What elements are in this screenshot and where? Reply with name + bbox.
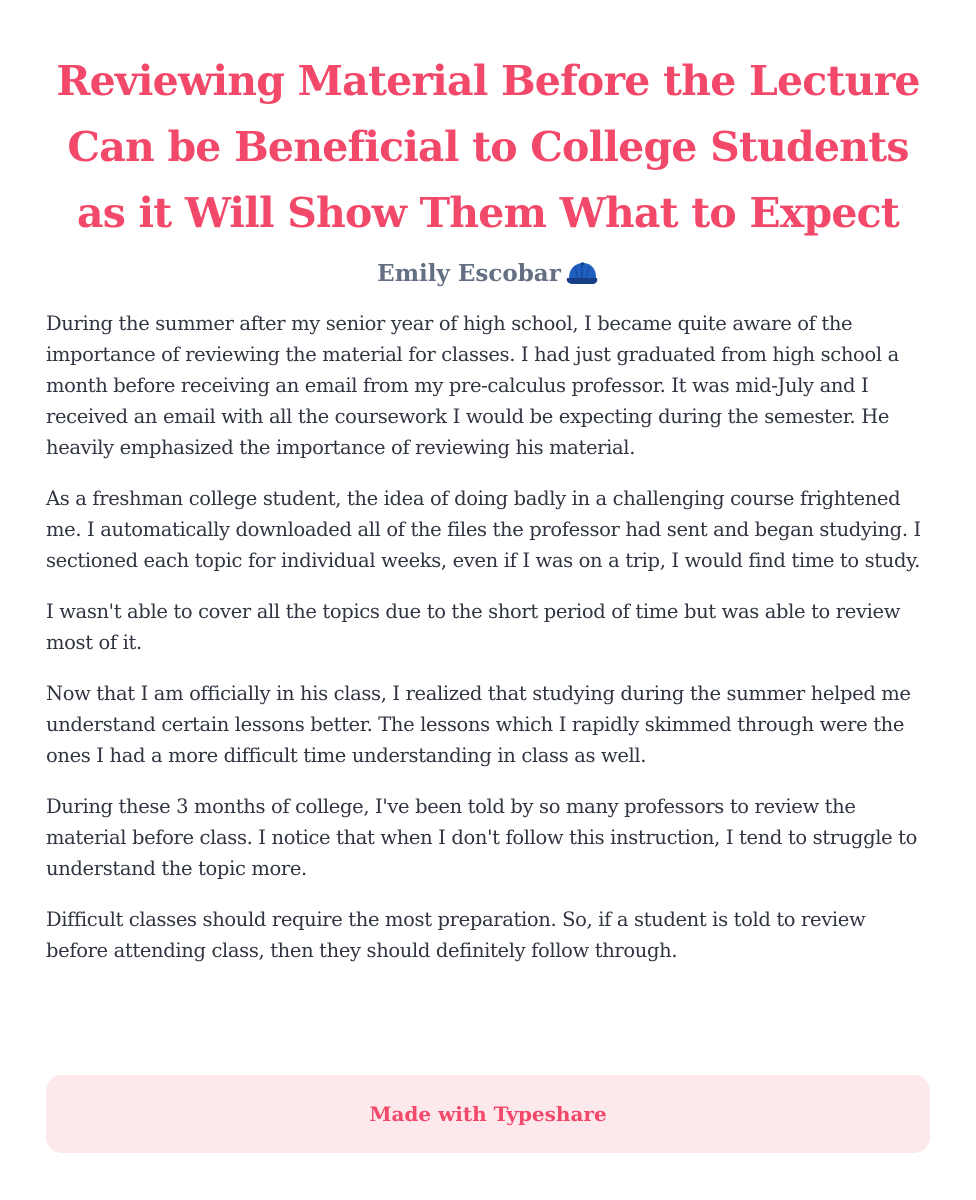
article-title: Reviewing Material Before the Lecture Can be Beneficial to College Students as it Will Show Them What to Expect <box>56 57 920 237</box>
baseball-cap-icon <box>565 261 599 287</box>
paragraph: As a freshman college student, the idea of doing badly in a challenging course frightened me. I automatically downloaded all of the files the professor had sent and began studying. I sectioned each topic for individual weeks, even if I was on a trip, I would find time to study. <box>46 487 921 572</box>
paragraph: Now that I am officially in his class, I realized that studying during the summer helped me understand certain lessons better. The lessons which I rapidly skimmed through were the ones I had a more difficult time understanding in class as well. <box>46 682 911 767</box>
made-with-typeshare-banner[interactable] <box>46 1075 930 1153</box>
author-line <box>46 258 930 290</box>
author-name: Emily Escobar <box>377 260 561 287</box>
paragraph: Difficult classes should require the most preparation. So, if a student is told to review before attending class, then they should definitely follow through. <box>46 908 866 962</box>
footer-label: Made with Typeshare <box>369 1102 607 1126</box>
paragraph: I wasn't able to cover all the topics due to the short period of time but was able to review most of it. <box>46 600 901 654</box>
paragraph: During the summer after my senior year of high school, I became quite aware of the importance of reviewing the material for classes. I had just graduated from high school a month before receiving an email from my pre-calculus professor. It was mid-July and I received an email with all the coursework I would be expecting during the semester. He heavily emphasized the importance of reviewing his material. <box>46 312 899 459</box>
article-body <box>46 308 930 966</box>
paragraph: During these 3 months of college, I've been told by so many professors to review the material before class. I notice that when I don't follow this instruction, I tend to struggle to understand the topic more. <box>46 795 917 880</box>
